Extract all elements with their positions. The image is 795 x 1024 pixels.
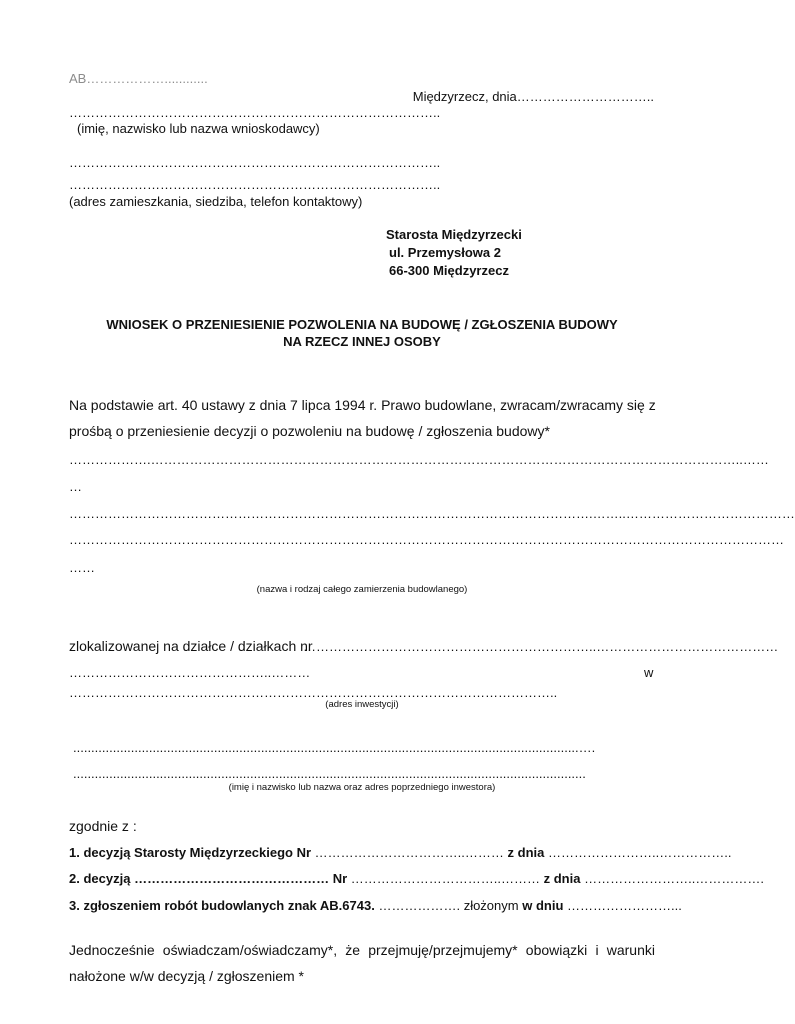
item-1-number-field[interactable]: ……………………………..……… bbox=[314, 845, 504, 860]
item-2-authority-field[interactable]: ……………………………………… bbox=[134, 871, 330, 886]
applicant-name-field[interactable]: ………………………………………………………………………….. bbox=[69, 105, 441, 120]
item-3-row bbox=[69, 899, 682, 912]
declaration-line-2: nałożone w/w decyzją / zgłoszeniem * bbox=[69, 968, 305, 984]
document-title-line-2: NA RZECZ INNEJ OSOBY bbox=[283, 334, 441, 349]
item-3-number-field[interactable]: ………………. bbox=[378, 898, 461, 913]
applicant-address-field-1[interactable]: ………………………………………………………………………….. bbox=[69, 155, 441, 170]
plot-number-field-2[interactable]: ………………………………………..……… bbox=[69, 665, 311, 680]
intro-line-1: Na podstawie art. 40 ustawy z dnia 7 lipca 1994 r. Prawo budowlane, zwracam/zwracamy się z bbox=[69, 397, 656, 413]
items-intro: zgodnie z : bbox=[69, 818, 137, 834]
recipient-line-3: 66-300 Międzyrzecz bbox=[389, 263, 509, 278]
investment-address-label: (adres inwestycji) bbox=[325, 699, 399, 710]
item-2-date-field[interactable]: ……………………..……………. bbox=[584, 871, 764, 886]
applicant-address-label: (adres zamieszkania, siedziba, telefon kontaktowy) bbox=[69, 194, 363, 209]
item-3-w-dniu: w dniu bbox=[522, 898, 564, 913]
document-title-line-1: WNIOSEK O PRZENIESIENIE POZWOLENIA NA BUDOWĘ / ZGŁOSZENIA BUDOWY bbox=[106, 317, 618, 332]
plot-text: zlokalizowanej na działce / działkach nr bbox=[69, 638, 313, 654]
project-dots-5[interactable]: …… bbox=[69, 560, 95, 575]
project-dots-2[interactable]: … bbox=[69, 479, 82, 494]
item-3-date-field[interactable]: ……………………... bbox=[567, 898, 682, 913]
item-2-z-dnia: z dnia bbox=[543, 871, 581, 886]
previous-investor-field-2[interactable]: .............................................................................................................................................. bbox=[73, 766, 586, 781]
previous-investor-label: (imię i nazwisko lub nazwa oraz adres poprzedniego inwestora) bbox=[228, 782, 496, 793]
item-1-z-dnia: z dnia bbox=[507, 845, 545, 860]
investment-address-field[interactable]: ………………………………………………………………………………………………….. bbox=[69, 685, 558, 700]
item-3-zlozonym: złożonym bbox=[463, 898, 519, 913]
reference-number: AB………………............ bbox=[69, 71, 208, 86]
project-label: (nazwa i rodzaj całego zamierzenia budowlanego) bbox=[256, 584, 468, 595]
declaration-line-1: Jednocześnie oświadczam/oświadczamy*, że przejmuję/przejmujemy* obowiązki i warunki bbox=[69, 942, 655, 958]
item-1-label: 1. decyzją Starosty Międzyrzeckiego Nr bbox=[69, 845, 312, 860]
place-date-line[interactable]: Międzyrzecz, dnia………………………….. bbox=[412, 89, 654, 104]
applicant-name-label: (imię, nazwisko lub nazwa wnioskodawcy) bbox=[77, 121, 320, 136]
item-2-nr: Nr bbox=[332, 871, 348, 886]
plot-w-text: w bbox=[644, 665, 654, 680]
project-dots-3[interactable]: ………………………………………………………………………………………………………….……..………………………………… bbox=[69, 506, 795, 521]
previous-investor-field-1[interactable]: ............................................................................................................................................…. bbox=[73, 740, 596, 755]
item-2-label: 2. decyzją bbox=[69, 871, 131, 886]
item-2-row bbox=[69, 872, 764, 885]
item-1-date-field[interactable]: ……………………..…………….. bbox=[548, 845, 732, 860]
recipient-line-1: Starosta Międzyrzecki bbox=[386, 227, 522, 242]
project-dots-1[interactable]: ……………….………………………………………………………………………………………………………………………..…… bbox=[69, 452, 769, 467]
applicant-address-field-2[interactable]: ………………………………………………………………………….. bbox=[69, 177, 441, 192]
project-dots-4[interactable]: ………………………………………………………………………………………………………………………………………………… bbox=[69, 532, 784, 547]
item-1-row bbox=[69, 846, 731, 859]
intro-line-2: prośbą o przeniesienie decyzji o pozwoleniu na budowę / zgłoszenia budowy* bbox=[69, 423, 550, 439]
item-2-number-field[interactable]: ……………………………..……… bbox=[350, 871, 540, 886]
item-3-label: 3. zgłoszeniem robót budowlanych znak AB.6743. bbox=[69, 898, 375, 913]
plot-number-field[interactable]: …………………………………………………………..…………………………………… bbox=[303, 639, 779, 654]
recipient-line-2: ul. Przemysłowa 2 bbox=[389, 245, 501, 260]
